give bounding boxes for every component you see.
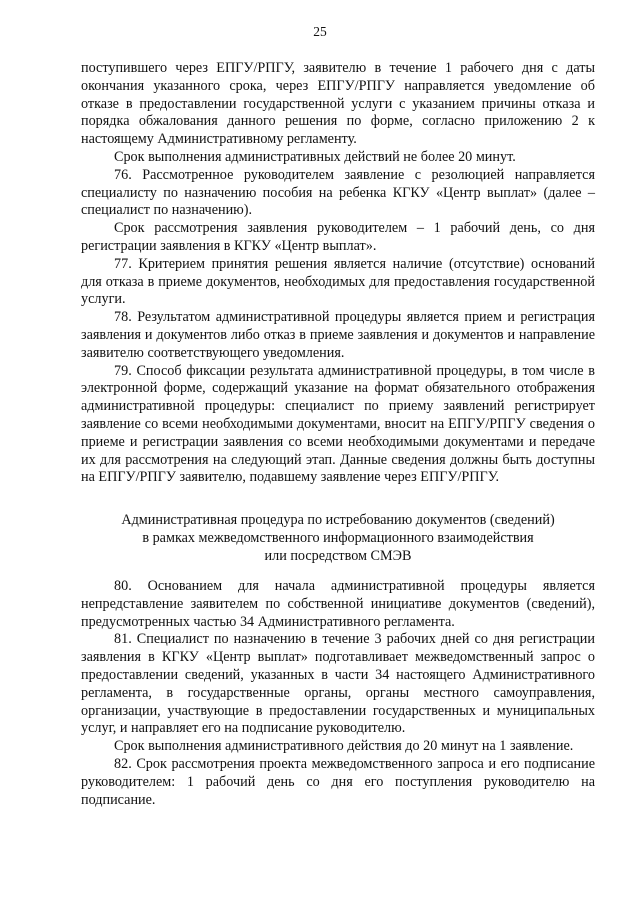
paragraph-continuation: поступившего через ЕПГУ/РПГУ, заявителю в течение 1 рабочего дня с даты окончания указанного срока, через ЕПГУ/РПГУ направляется уведомление об отказе в предоставлении государственной услуги с указанием причины отказа и порядка обжалования данного решения по форме, согласно приложению 2 к настоящему Административному регламенту. [81,60,595,148]
paragraph-79: 79. Способ фиксации результата административной процедуры, в том числе в электронной форме, содержащий указание на формат обязательного отображения административной процедуры: специалист по приему заявлений регистрирует заявление со всеми необходимыми документами, вносит на ЕПГУ/РПГУ сведения о приеме и регистрации заявления со всеми необходимыми документами и передаче их для рассмотрения на следующий этап. Данные сведения должны быть доступны на ЕПГУ/РПГУ заявителю, подавшему заявление через ЕПГУ/РПГУ. [81,362,595,486]
paragraph-review-term: Срок рассмотрения заявления руководителем – 1 рабочий день, со дня регистрации заявления в КГКУ «Центр выплат». [81,220,595,254]
paragraph-82: 82. Срок рассмотрения проекта межведомственного запроса и его подписание руководителем: 1 рабочий день со дня его поступления руководителю на подписание. [81,755,595,808]
paragraph-action-term: Срок выполнения административного действия до 20 минут на 1 заявление. [114,738,574,755]
bottom-text-block [81,578,595,809]
section-heading [81,512,595,565]
paragraph-81: 81. Специалист по назначению в течение 3 рабочих дней со дня регистрации заявления в КГКУ «Центр выплат» подготавливает межведомственный запрос о предоставлении сведений, указанных в части 34 настоящего Административного регламента, в государственные органы, органы местного самоуправления, организации, участвующие в предоставлении государственных и муниципальных услуг, и направляет его на подписание руководителю. [81,631,595,737]
paragraph-77: 77. Критерием принятия решения является наличие (отсутствие) оснований для отказа в приеме документов, необходимых для предоставления государственной услуги. [81,255,595,308]
paragraph-80: 80. Основанием для начала административной процедуры является непредставление заявителем по собственной инициативе документов (сведений), предусмотренных частью 34 Административного регламента. [81,578,595,630]
paragraph-76: 76. Рассмотренное руководителем заявление с резолюцией направляется специалисту по назначению пособия на ребенка КГКУ «Центр выплат» (далее – специалист по назначению). [81,166,595,219]
section-heading-line-2: в рамках межведомственного информационного взаимодействия [142,529,534,546]
paragraph-78: 78. Результатом административной процедуры является прием и регистрация заявления и документов либо отказ в приеме заявления и документов и направление заявителю соответствующего уведомления. [81,309,595,361]
section-heading-line-3: или посредством СМЭВ [264,547,412,564]
top-text-block [81,60,595,487]
page-number: 25 [313,24,327,39]
paragraph-time-limit: Срок выполнения административных действий не более 20 минут. [114,148,516,165]
section-heading-line-1: Административная процедура по истребованию документов (сведений) [121,512,555,528]
